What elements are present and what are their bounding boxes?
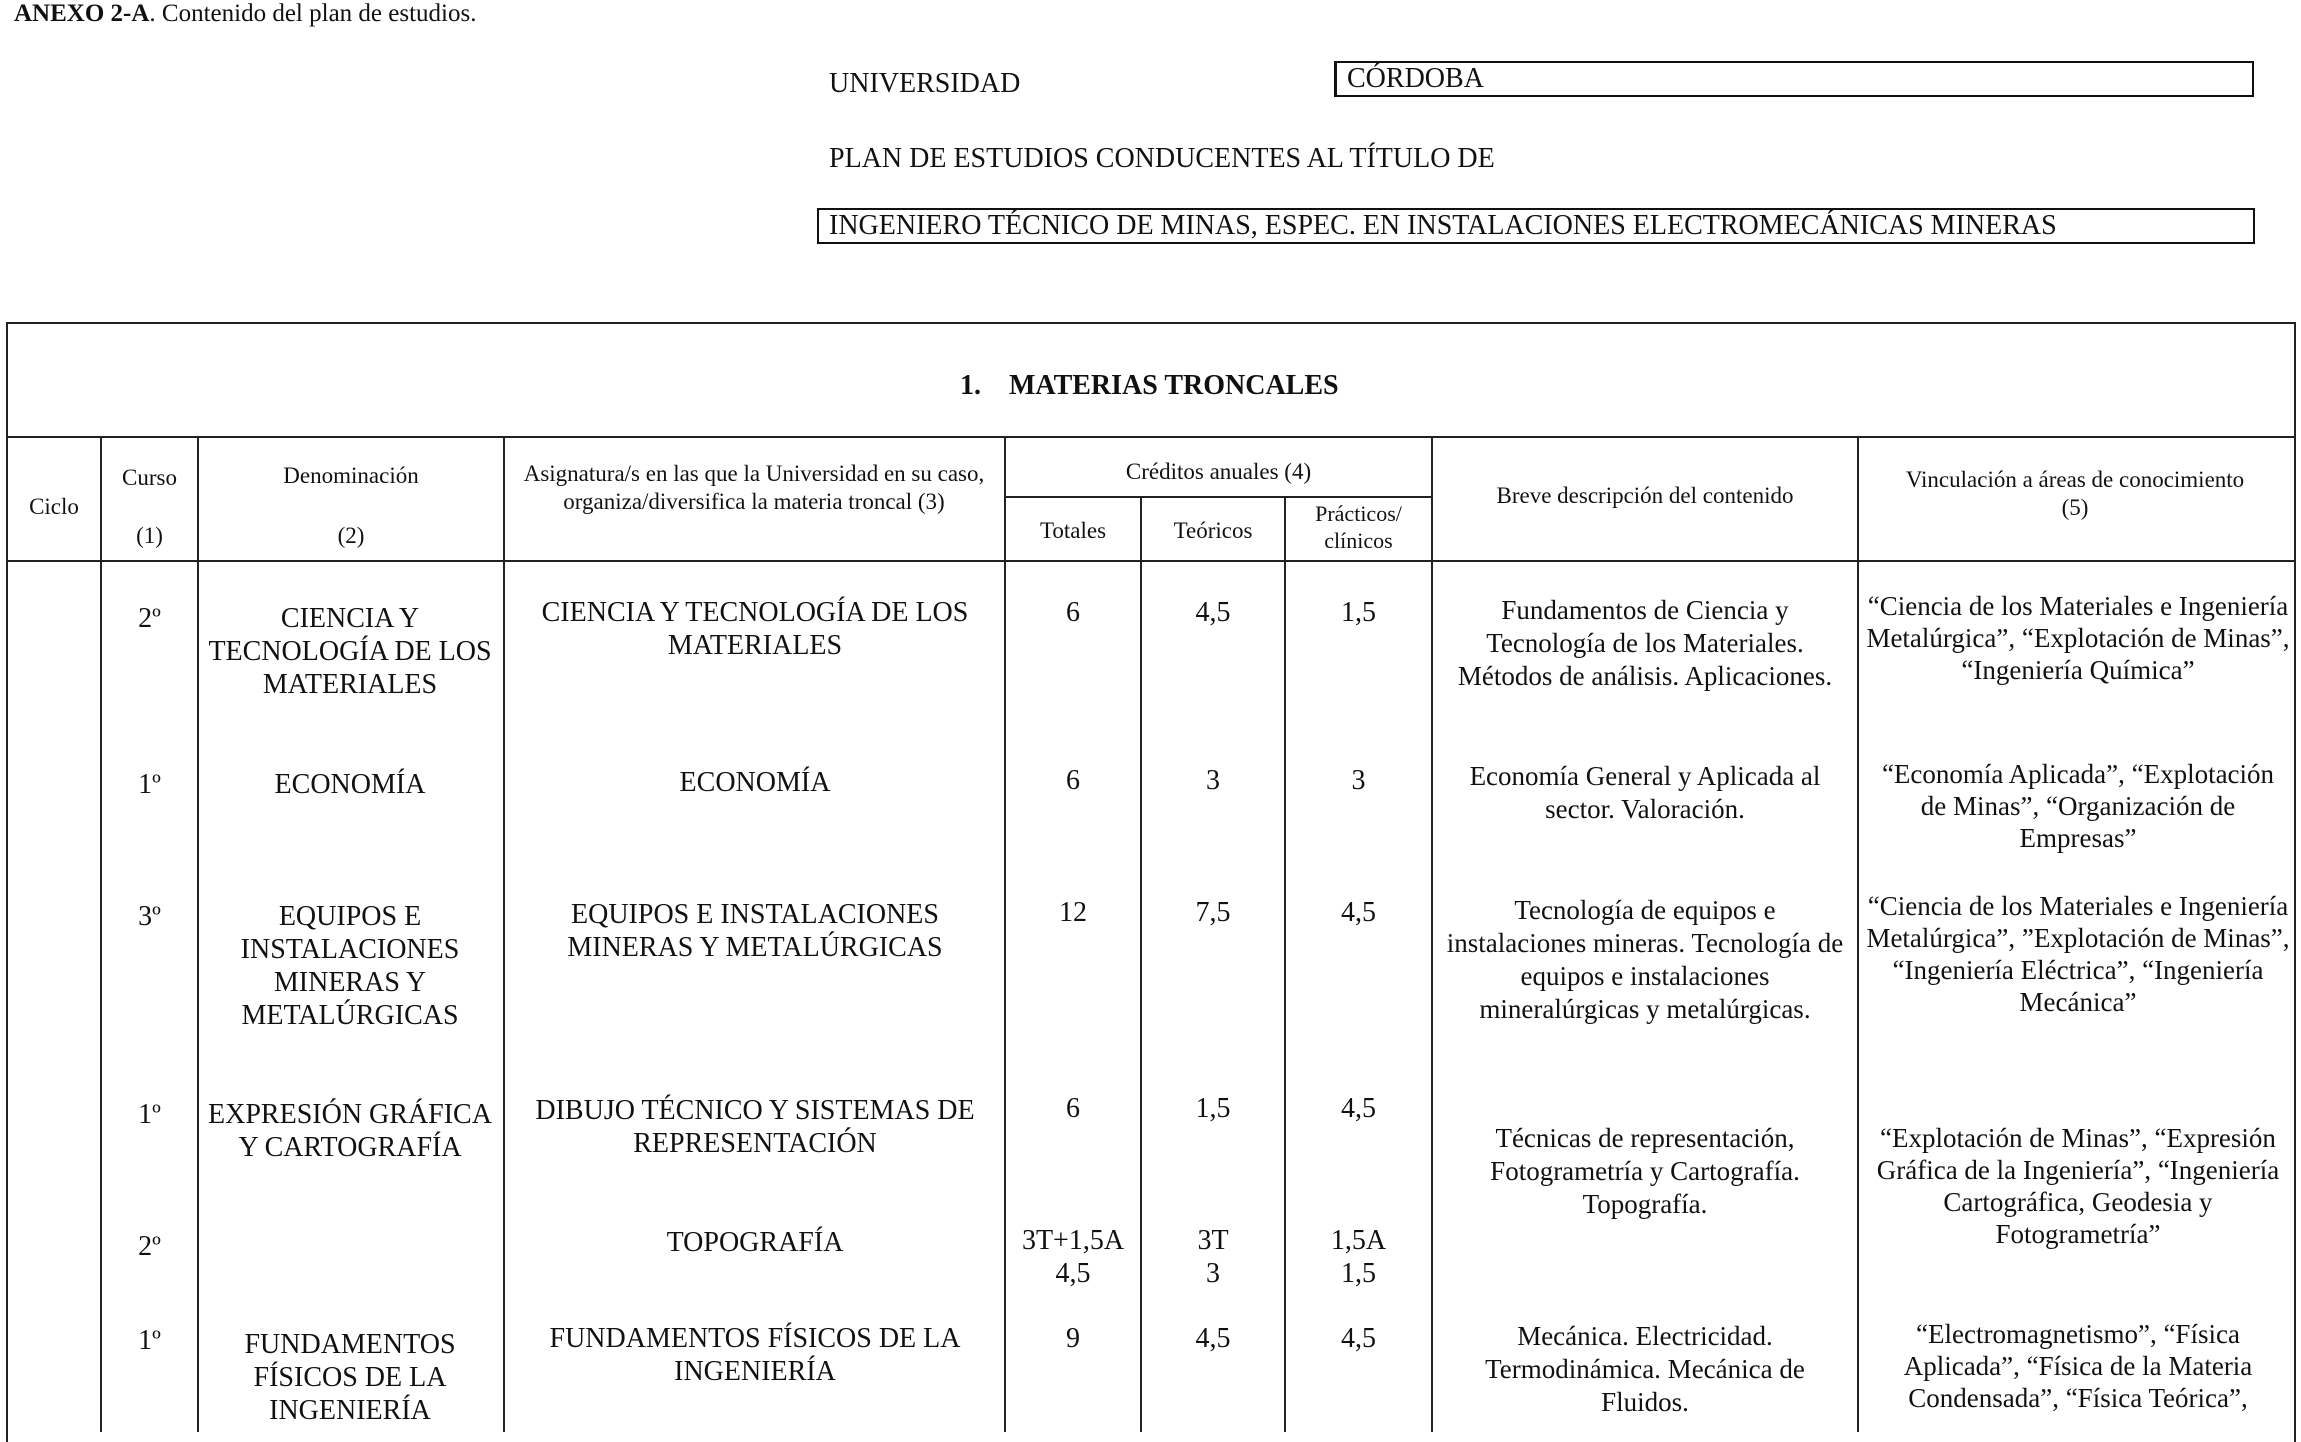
row1-areas: “Ciencia de los Materiales e Ingeniería Metalúrgica”, “Explotación de Minas”, “Ingeniería Química” — [1866, 591, 2290, 685]
row5-asignatura: TOPOGRAFÍA — [666, 1227, 844, 1258]
row4-teoricos: 1,5 — [1195, 1093, 1231, 1124]
row4-denominacion: EXPRESIÓN GRÁFICA Y CARTOGRAFÍA — [208, 1099, 492, 1163]
column-divider — [503, 436, 505, 1432]
row4-totales: 6 — [1066, 1093, 1080, 1124]
row3-practicos: 4,5 — [1341, 897, 1376, 928]
row6-curso: 1º — [138, 1325, 161, 1356]
row3-curso: 3º — [138, 901, 161, 932]
plan-label: PLAN DE ESTUDIOS CONDUCENTES AL TÍTULO DE — [829, 143, 1495, 174]
header-denominacion: Denominación — [283, 463, 419, 488]
row6-denominacion: FUNDAMENTOS FÍSICOS DE LA INGENIERÍA — [244, 1329, 456, 1426]
column-divider — [100, 436, 102, 1432]
annex-text: . Contenido del plan de estudios. — [149, 0, 477, 27]
row5-totales-1: 3T+1,5A — [1021, 1225, 1125, 1256]
row4-practicos: 4,5 — [1341, 1093, 1376, 1124]
header-denominacion-ref: (2) — [337, 523, 365, 548]
row6-asignatura: FUNDAMENTOS FÍSICOS DE LA INGENIERÍA — [549, 1323, 961, 1387]
row6-descripcion: Mecánica. Electricidad. Termodinámica. Mecánica de Fluidos. — [1485, 1321, 1805, 1417]
row5-practicos — [1286, 1224, 1431, 1290]
annex-label: ANEXO 2-A — [14, 0, 150, 27]
row5-teoricos-2: 3 — [1206, 1258, 1220, 1289]
row2-teoricos: 3 — [1206, 765, 1220, 796]
row2-asignatura: ECONOMÍA — [679, 767, 831, 798]
header-ciclo: Ciclo — [29, 494, 79, 519]
row1-totales: 6 — [1066, 597, 1080, 628]
row1-denominacion: CIENCIA Y TECNOLOGÍA DE LOS MATERIALES — [208, 603, 492, 700]
row2-denominacion: ECONOMÍA — [274, 769, 426, 800]
row2-totales: 6 — [1066, 765, 1080, 796]
credits-subheader-divider — [1004, 496, 1431, 498]
row4-curso: 1º — [138, 1099, 161, 1130]
row1-asignatura: CIENCIA Y TECNOLOGÍA DE LOS MATERIALES — [541, 597, 969, 661]
column-divider — [197, 436, 199, 1432]
row1-curso: 2º — [138, 603, 161, 634]
row6-teoricos: 4,5 — [1195, 1323, 1231, 1354]
header-vinculacion: Vinculación a áreas de conocimiento (5) — [1905, 467, 2245, 520]
header-asignaturas: Asignatura/s en las que la Universidad en su caso, organiza/diversifica la materia troncal (3) — [523, 461, 985, 514]
header-top-divider — [6, 436, 2296, 438]
row2-curso: 1º — [138, 769, 161, 800]
row5-practicos-1: 1,5A — [1330, 1225, 1387, 1256]
row6-totales: 9 — [1066, 1323, 1080, 1354]
header-bottom-divider — [6, 560, 2296, 562]
column-divider — [1431, 436, 1433, 1432]
header-teoricos: Teóricos — [1173, 518, 1253, 543]
section-name: MATERIAS TRONCALES — [1009, 370, 1339, 401]
row6-areas: “Electromagnetismo”, “Física Aplicada”, “Física de la Materia Condensada”, “Física Teórica”, — [1903, 1319, 2253, 1413]
row3-teoricos: 7,5 — [1195, 897, 1231, 928]
column-divider — [1140, 496, 1142, 1432]
row5-teoricos-1: 3T — [1197, 1225, 1229, 1256]
row3-denominacion: EQUIPOS E INSTALACIONES MINERAS Y METALÚRGICAS — [240, 901, 460, 1031]
row1-descripcion: Fundamentos de Ciencia y Tecnología de los Materiales. Métodos de análisis. Aplicaciones. — [1457, 595, 1833, 691]
row4-asignatura: DIBUJO TÉCNICO Y SISTEMAS DE REPRESENTACIÓN — [535, 1095, 975, 1159]
row6-practicos: 4,5 — [1341, 1323, 1376, 1354]
header-creditos: Créditos anuales (4) — [1125, 459, 1312, 484]
row4-areas: “Explotación de Minas”, “Expresión Gráfica de la Ingeniería”, “Ingeniería Cartográfica, Geodesia y Fotogrametría” — [1876, 1123, 2280, 1249]
row5-practicos-2: 1,5 — [1341, 1258, 1376, 1289]
header-curso-ref: (1) — [136, 523, 163, 548]
degree-title-field: INGENIERO TÉCNICO DE MINAS, ESPEC. EN INSTALACIONES ELECTROMECÁNICAS MINERAS — [817, 208, 2255, 244]
row3-descripcion: Tecnología de equipos e instalaciones mineras. Tecnología de equipos e instalaciones mineralúrgicas y metalúrgicas. — [1446, 895, 1844, 1024]
row5-totales — [1006, 1224, 1140, 1290]
section-number: 1. — [960, 370, 981, 401]
university-label: UNIVERSIDAD — [829, 68, 1021, 99]
header-curso: Curso — [122, 465, 177, 490]
section-title — [960, 370, 1339, 402]
row4-descripcion: Técnicas de representación, Fotogrametría y Cartografía. Topografía. — [1490, 1123, 1800, 1219]
row1-practicos: 1,5 — [1341, 597, 1376, 628]
row2-areas: “Economía Aplicada”, “Explotación de Minas”, “Organización de Empresas” — [1881, 759, 2275, 853]
header-totales: Totales — [1039, 518, 1107, 543]
row5-curso: 2º — [138, 1231, 161, 1262]
header-descripcion: Breve descripción del contenido — [1496, 483, 1794, 508]
row3-asignatura: EQUIPOS E INSTALACIONES MINERAS Y METALÚRGICAS — [567, 899, 943, 963]
header-practicos: Prácticos/ clínicos — [1315, 501, 1402, 553]
column-divider — [1857, 436, 1859, 1432]
column-divider — [1284, 496, 1286, 1432]
annex-heading — [14, 0, 476, 28]
row2-descripcion: Economía General y Aplicada al sector. Valoración. — [1469, 761, 1821, 824]
row3-totales: 12 — [1059, 897, 1087, 928]
row3-areas: “Ciencia de los Materiales e Ingeniería Metalúrgica”, ”Explotación de Minas”, “Ingeniería Eléctrica”, “Ingeniería Mecánica” — [1866, 891, 2290, 1017]
university-field: CÓRDOBA — [1334, 61, 2254, 97]
row1-teoricos: 4,5 — [1195, 597, 1231, 628]
row5-totales-2: 4,5 — [1055, 1258, 1091, 1289]
row5-teoricos — [1142, 1224, 1284, 1290]
row2-practicos: 3 — [1351, 765, 1366, 796]
